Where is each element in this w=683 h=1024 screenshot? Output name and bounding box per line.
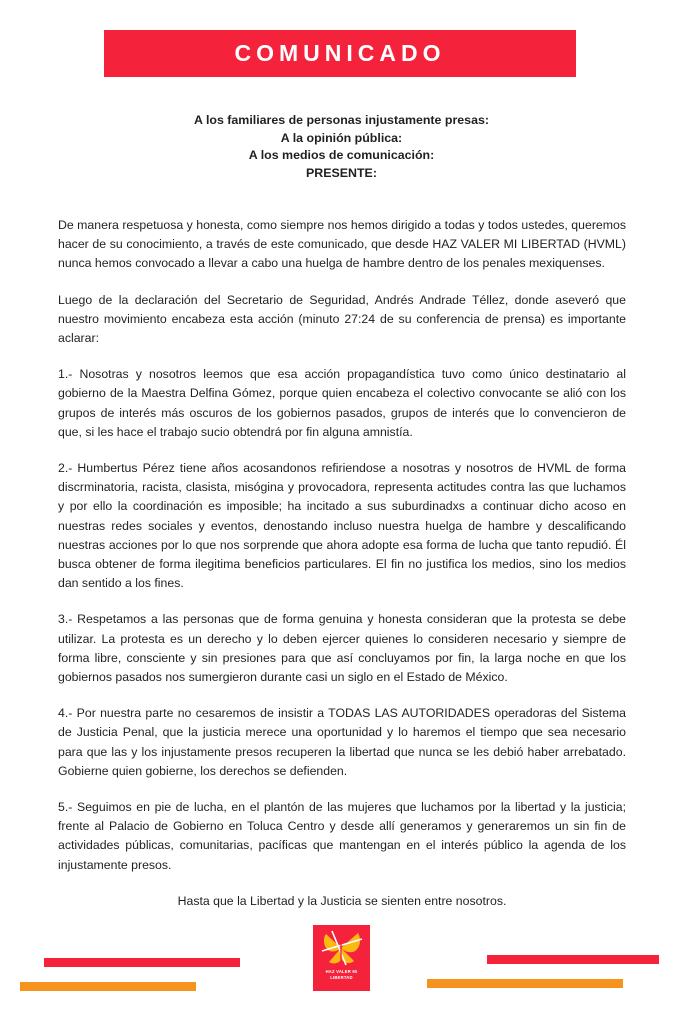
addressee-line-3: A los medios de comunicación: [248,148,435,162]
decorative-bar-pink-right [487,955,659,964]
butterfly-icon [320,929,364,967]
decorative-bar-orange-left [20,982,196,991]
logo-text-line-1: HAZ VALER MI [325,969,358,974]
logo-text [326,969,358,981]
paragraph-item-3: 3.- Respetamos a las personas que de forma genuina y honesta consideran que la protesta se debe utilizar. La protesta es un derecho y lo deben ejercer quienes lo consideren necesario y siempre de forma libre, consciente y sin presiones para que así concluyamos por fin, la larga noche en que los gobiernos pasados nos sumergieron durante casi un siglo en el Estado de México. [58,612,626,685]
decorative-bar-orange-right [427,979,623,988]
document-body [58,216,626,911]
addressee-line-1: A los familiares de personas injustamente presas: [194,113,489,127]
decorative-bar-pink-left [44,958,240,967]
addressee-block [0,112,683,182]
addressee-line-2: A la opinión pública: [280,130,403,145]
logo-text-line-2: LIBERTAD [330,975,353,980]
paragraph-item-2: 2.- Humbertus Pérez tiene años acosandonos refiriendose a nosotras y nosotros de HVML de forma discrminatoria, racista, clasista, misógina y provocadora, representa actitudes contra las que luchamos y por ello la coordinación es imposible; ha incitado a sus suburdinadxs a continuar dicho acoso en nuestras redes sociales y eventos, denostando incluso nuestra huelga de hambre y descalificando nuestras acciones por lo que nos sorprende que ahora adopte esa forma de lucha que tanto repudió. Él busca obtener de forma ilegitima beneficios particulares. El fin no justifica los medios, sino los medios dan sentido a los fines. [58,461,626,591]
addressee-line-4: PRESENTE: [306,165,377,180]
paragraph-intro: De manera respetuosa y honesta, como siempre nos hemos dirigido a todas y todos ustedes, queremos hacer de su conocimiento, a través de este comunicado, que desde HAZ VALER MI LIBERTAD (HVML) nunca hemos convocado a llevar a cabo una huelga de hambre dentro de los penales mexiquenses. [58,218,626,271]
paragraph-item-4: 4.- Por nuestra parte no cesaremos de insistir a TODAS LAS AUTORIDADES operadoras del Sistema de Justicia Penal, que la justicia merece una oportunidad y lo haremos el tiempo que sea necesario para que las y los injustamente presos recuperen la libertad que nunca se les debió haber arrebatado. Gobierne quien gobierne, los derechos se defienden. [58,706,626,778]
closing-statement: Hasta que la Libertad y la Justicia se sienten entre nosotros. [177,893,507,908]
paragraph-item-5: 5.- Seguimos en pie de lucha, en el plantón de las mujeres que luchamos por la libertad y la justicia; frente al Palacio de Gobierno en Toluca Centro y desde allí generamos y generaremos un sin fin de actividades públicas, comunitarias, pacíficas que mantengan en el interés público la agenda de los injustamente presos. [58,800,626,872]
paragraph-item-1: 1.- Nosotras y nosotros leemos que esa acción propagandística tuvo como único destinatario al gobierno de la Maestra Delfina Gómez, porque quien encabeza el colectivo convocante se alió con los grupos de interés más oscuros de los gobiernos pasados, grupos de interés que lo convencieron de que, si les hace el trabajo sucio obtendrá por fin alguna amnistía. [58,367,626,439]
paragraph-declaracion: Luego de la declaración del Secretario de Seguridad, Andrés Andrade Téllez, donde aseveró que nuestro movimiento encabeza esta acción (minuto 27:24 de su conferencia de prensa) es importante aclarar: [58,292,626,346]
hvml-logo [313,925,370,991]
banner-title: COMUNICADO [234,40,446,66]
comunicado-banner [104,30,576,77]
